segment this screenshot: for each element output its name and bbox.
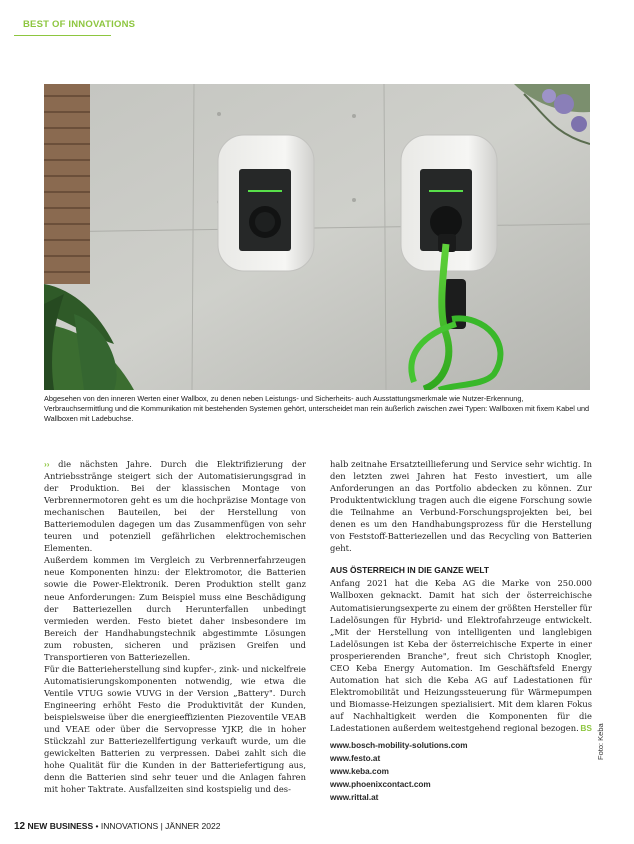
paragraph-text: die nächsten Jahre. Durch die Elektrifizierung der Antriebsstränge steigert sich der Automatisierungsgrad in der Produktion. Bei der klassischen Montage von Verbrennermotoren geht es um die hochpräzise Montage von mechanischen Bauteilen, bei der Herstellung von Batteriemodulen dagegen um das Zusammenfügen von sehr teuren und potenziell gefährlichen elektrochemischen Elementen. [44,459,306,554]
section-tag-rule [14,35,111,36]
continuation-marker: ›› [44,459,50,469]
paragraph [44,458,306,554]
page-number: 12 [14,821,26,832]
page-footer [14,821,220,832]
paragraph [330,577,592,734]
article-column-2 [330,458,592,805]
footer-separator: • [95,821,99,831]
footer-issue: JÄNNER 2022 [165,821,221,831]
subheading: AUS ÖSTERREICH IN DIE GANZE WELT [330,565,489,576]
link-list [330,740,592,805]
photo-caption: Abgesehen von den inneren Werten einer Wallbox, zu denen neben Leistungs- und Sicherheits- auch Ausstattungsmerkmale wie Nutzer-Erkennung, Verbrauchsermittlung und die Kommunikation mit bestehenden Systemen gehört, unterscheidet man rein äußerlich zwischen zwei Typen: Wallboxen mit fixem Kabel und Wallboxen mit Ladebuchse. [44,394,590,423]
paragraph: Für die Batterieherstellung sind kupfer-, zink- und nickelfreie Automatisierungskomponenten notwendig, wie etwa die Ventile VTUG sowie VUVG in der Version „Battery". Durch Engineering erhöht Festo die Produktivität der Kunden, beispielsweise über die energieeffizienten Piezoventile VEAB und VEAE oder über die Servopresse YJKP, die in hoher Stückzahl zur Batteriezellfertigung verkauft wurde, um die gewickelten Batterien zu verpressen. Dabei zahlt sich die hohe Qualität für die Kunden in der Batteriefertigung aus, denn die Batterien sind sehr teuer und die Anlagen fahren mit hoher Taktrate. Ausfallzeiten sind kostspielig und des- [44,663,306,795]
paragraph: halb zeitnahe Ersatzteillieferung und Service sehr wichtig. In den letzten zwei Jahren hat Festo investiert, um alle Anforderungen an das Portfolio abdecken zu können. Zur Produktentwicklung tragen auch die eigene Forschung sowie die Teilnahme an Verbund-Forschungsprojekten bei, bei denen es um den Handhabungsprozess für die Herstellung von Feststoff-Batteriezellen und das Recycling von Batterien geht. [330,459,592,554]
link-keba[interactable]: www.keba.com [330,766,389,776]
photo-credit: Foto: Keba [596,723,605,760]
footer-section: INNOVATIONS [100,821,159,831]
link-phoenixcontact[interactable]: www.phoenixcontact.com [330,779,431,789]
section-tag: BEST OF INNOVATIONS [23,19,136,30]
paragraph-text: Anfang 2021 hat die Keba AG die Marke von 250.000 Wallboxen geknackt. Damit hat sich der österreichische Automatisierungsexperte zu einem der größten Hersteller für Ladelösungen für Hybrid- und Elektrofahrzeuge entwickelt. „Mit der Herstellung von intelligenten und langlebigen Ladelösungen ist Keba der österreichische Experte in einer prosperierenden Branche", freut sich Christoph Knogler, CEO Keba Energy Automation. Im Geschäftsfeld Energy Automation hat sich die Keba AG auf Ladestationen für Elektromobilität und Heizungssteuerung für Wärmepumpen und Biomasse-Heizungen spezialisiert. Mit dem klaren Fokus auf Nachhaltigkeit werden die Komponenten für die Ladestationen außerdem weitestgehend regional bezogen. [330,578,592,733]
footer-divider: | [160,821,163,831]
link-festo[interactable]: www.festo.at [330,753,381,763]
author-initials: BS [580,722,592,733]
article-column-1 [44,458,306,795]
paragraph: Außerdem kommen im Vergleich zu Verbrennerfahrzeugen neue Komponenten hinzu: der Elektromotor, die Batterien sowie die Power-Elektronik. Deren Produktion stellt ganz neue Anforderungen: Zum Beispiel muss eine Beschädigung der Batteriezellen durch Herunterfallen unbedingt vermieden werden. Festo bietet daher insbesondere im Bereich der Handhabungstechnik abgestimmte Lösungen zum robusten, sicheren und präzisen Greifen und Transportieren von Batteriezellen. [44,555,306,662]
link-rittal[interactable]: www.rittal.at [330,792,379,802]
link-bosch[interactable]: www.bosch-mobility-solutions.com [330,741,468,751]
wallbox-photo [44,84,590,390]
magazine-brand: NEW BUSINESS [27,821,94,831]
